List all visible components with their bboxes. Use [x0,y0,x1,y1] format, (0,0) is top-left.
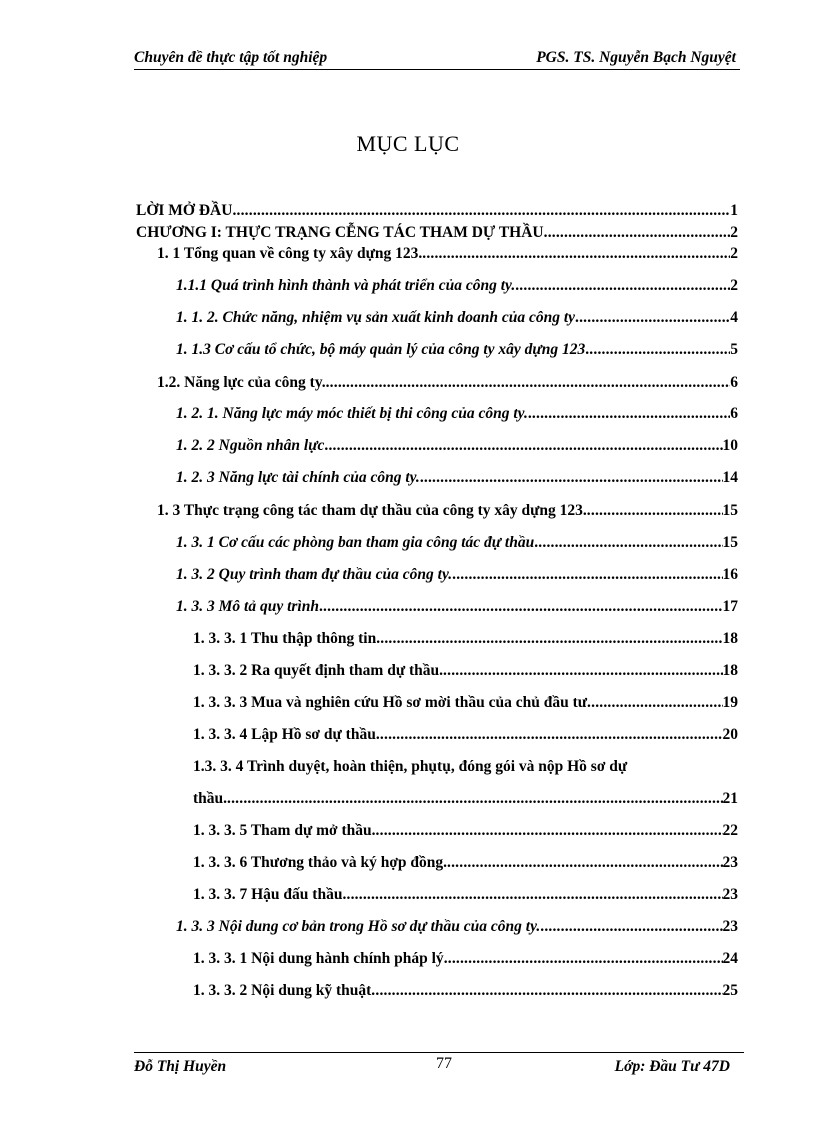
header-left: Chuyên đề thực tập tốt nghiệp [134,49,328,66]
footer-author: Đỗ Thị Huyền [134,1058,227,1075]
toc-entry[interactable]: 1. 3. 3. 3 Mua và nghiên cứu Hồ sơ mời thầu của chủ đầu tư ..... 19 [193,694,738,712]
toc-entry[interactable]: CHƯƠNG I: THỰC TRẠNG CỄNG TÁC THAM DỰ THẦU ..... 2 [136,224,738,242]
toc-entry[interactable]: 1. 2. 1. Năng lực máy móc thiết bị thi công của công ty. ..... 6 [176,405,738,423]
toc-entry[interactable]: 1. 3 Thực trạng công tác tham dự thầu của công ty xây dựng 123. ..... 15 [157,502,738,520]
toc-entry[interactable]: 1. 2. 2 Nguồn nhân lực ..... 10 [176,437,738,455]
header-right: PGS. TS. Nguyễn Bạch Nguyệt [536,49,736,66]
toc-entry[interactable]: 1. 3. 3 Nội dung cơ bản trong Hồ sơ dự thầu của công ty. ..... 23 [176,918,738,936]
toc-entry[interactable]: 1. 3. 3. 6 Thương thảo và ký hợp đồng. ..... 23 [193,854,738,872]
page-number: 77 [436,1055,452,1072]
toc-entry[interactable]: 1.3. 3. 4 Trình duyệt, hoàn thiện, phụtụ, đóng gói và nộp Hồ sơ dự [193,758,628,775]
toc-entry[interactable]: LỜI MỞ ĐẦU ..... 1 [136,202,738,220]
toc-entry[interactable]: 1. 3. 3. 1 Thu thập thông tin ..... 18 [193,630,738,648]
toc-entry[interactable]: 1. 3. 3 Mô tả quy trình ..... 17 [176,598,738,616]
page-header [134,47,740,70]
toc-entry[interactable]: 1. 3. 3. 7 Hậu đấu thầu ..... 23 [193,886,738,904]
page-footer [134,1052,744,1077]
toc-entry[interactable]: 1. 1.3 Cơ cấu tổ chức, bộ máy quản lý của công ty xây dựng 123 ..... 5 [176,341,738,359]
toc-entry[interactable]: 1. 3. 3. 1 Nội dung hành chính pháp lý ..... 24 [193,950,738,968]
toc-entry[interactable]: 1. 3. 3. 5 Tham dự mở thầu. ..... 22 [193,822,738,840]
toc-entry[interactable]: 1.2. Năng lực của công ty. ..... 6 [157,374,738,392]
page-title: MỤC LỤC [356,131,460,156]
toc-entry[interactable]: 1. 2. 3 Năng lực tài chính của công ty. ..... 14 [176,469,738,487]
toc-entry[interactable]: 1. 1. 2. Chức năng, nhiệm vụ sản xuất kinh doanh của công ty ..... 4 [176,309,738,327]
footer-class: Lớp: Đầu Tư 47D [614,1058,730,1075]
toc-entry[interactable]: thầu. ..... 21 [193,790,738,808]
toc-entry[interactable]: 1. 3. 2 Quy trình tham đự thầu của công ty. ..... 16 [176,566,738,584]
toc-entry[interactable]: 1. 3. 3. 2 Ra quyết định tham dự thầu. ..... 18 [193,662,738,680]
toc-entry[interactable]: 1. 3. 3. 4 Lập Hồ sơ dự thầu ..... 20 [193,726,738,744]
toc-entry[interactable]: 1. 1 Tổng quan về công ty xây dựng 123. ..... 2 [157,245,738,263]
toc-entry[interactable]: 1.1.1 Quá trình hình thành và phát triển của công ty. ..... 2 [176,277,738,295]
toc-entry[interactable]: 1. 3. 3. 2 Nội dung kỹ thuật ..... 25 [193,982,738,1000]
toc-entry[interactable]: 1. 3. 1 Cơ cấu các phòng ban tham gia công tác đự thầu ..... 15 [176,534,738,552]
